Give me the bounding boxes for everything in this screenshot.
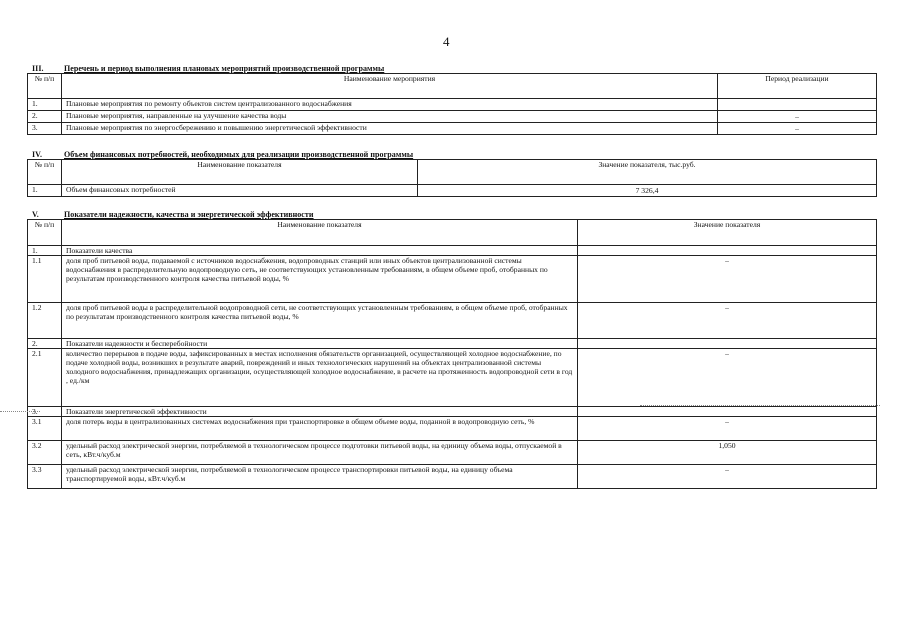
table-row [28,465,877,489]
col-header-period: Период реализации [718,74,877,99]
row-period: – [718,123,877,135]
row-num: 3.1 [28,417,62,441]
row-value: 1,050 [578,441,877,465]
table-row [28,441,877,465]
row-value [578,246,877,256]
section-5-table [27,219,877,489]
table-row [28,407,877,417]
row-num: 1. [28,99,62,111]
scan-artifact-line [640,405,880,406]
row-value: 7 326,4 [418,185,877,197]
section-4-heading [32,150,413,159]
table-header-row [28,74,877,99]
table-header-row [28,220,877,246]
row-name: Объем финансовых потребностей [62,185,418,197]
row-name: Показатели надежности и бесперебойности [62,339,578,349]
row-period: – [718,111,877,123]
row-value [578,339,877,349]
table-row [28,246,877,256]
table-row [28,185,877,197]
table-row [28,303,877,339]
section-3-title: Перечень и период выполнения плановых мероприятий производственной программы [64,64,385,73]
table-row [28,339,877,349]
row-name: доля потерь воды в централизованных системах водоснабжения при транспортировке в общем объеме воды, поданной в водопроводную сеть, % [62,417,578,441]
section-5-number: V. [32,210,39,219]
section-5-heading [32,210,314,219]
row-name: количество перерывов в подаче воды, зафиксированных в местах исполнения обязательств организацией, осуществляющей холодное водоснабжение, по подаче холодной воды, возникших в результате аварий, повреждений и иных технологических нарушений на объектах централизованной системы холодного водоснабжения, принадлежащих организации, осуществляющей холодное водоснабжение, в расчете на протяженность водопроводной сети в год , ед./км [62,349,578,407]
row-period [718,99,877,111]
col-header-num: № п/п [28,220,62,246]
row-num: 3.2 [28,441,62,465]
table-row [28,111,877,123]
row-num: 3.3 [28,465,62,489]
row-name: Показатели энергетической эффективности [62,407,578,417]
row-value [578,407,877,417]
table-row [28,99,877,111]
row-num: 1. [28,246,62,256]
table-header-row [28,160,877,185]
row-name: удельный расход электрической энергии, потребляемой в технологическом процессе подготовки питьевой воды, на единицу объема воды, отпускаемой в сеть, кВт.ч/куб.м [62,441,578,465]
table-row [28,349,877,407]
row-value: – [578,349,877,407]
row-value: – [578,465,877,489]
row-name: Плановые мероприятия по энергосбережению и повышению энергетической эффективности [62,123,718,135]
row-name: Плановые мероприятия по ремонту объектов систем централизованного водоснабжения [62,99,718,111]
page-number: 4 [443,34,450,49]
section-4-number: IV. [32,150,43,159]
row-num: 2. [28,339,62,349]
table-row [28,256,877,303]
section-4-table [27,159,877,197]
section-5-title: Показатели надежности, качества и энергетической эффективности [64,210,314,219]
row-value: – [578,417,877,441]
row-num: 1.2 [28,303,62,339]
section-3-heading [32,64,384,73]
row-value: – [578,303,877,339]
table-row [28,123,877,135]
row-name: доля проб питьевой воды, подаваемой с источников водоснабжения, водопроводных станций или иных объектов централизованной системы водоснабжения в распределительную водопроводную сеть, не соответствующих установленным требованиям, в общем объеме проб, отобранных по результатам производственного контроля качества питьевой воды, % [62,256,578,303]
section-3-table [27,73,877,135]
section-4-title: Объем финансовых потребностей, необходимых для реализации производственной программы [64,150,414,159]
row-num: 1. [28,185,62,197]
row-value: – [578,256,877,303]
col-header-name: Наименование мероприятия [62,74,718,99]
col-header-value: Значение показателя, тыс.руб. [418,160,877,185]
row-num: 3. [28,407,62,417]
col-header-num: № п/п [28,74,62,99]
col-header-value: Значение показателя [578,220,877,246]
row-num: 2.1 [28,349,62,407]
row-num: 2. [28,111,62,123]
section-3-number: III. [32,64,44,73]
table-row [28,417,877,441]
row-name: доля проб питьевой воды в распределительной водопроводной сети, не соответствующих установленным требованиям, в общем объеме проб, отобранных по результатам производственного контроля качества питьевой воды, % [62,303,578,339]
row-num: 1.1 [28,256,62,303]
row-name: удельный расход электрической энергии, потребляемой в технологическом процессе транспортировки питьевой воды, на единицу объема транспортируемой воды, кВт.ч/куб.м [62,465,578,489]
col-header-name: Наименование показателя [62,220,578,246]
col-header-name: Наименование показателя [62,160,418,185]
row-name: Плановые мероприятия, направленные на улучшение качества воды [62,111,718,123]
row-name: Показатели качества [62,246,578,256]
col-header-num: № п/п [28,160,62,185]
row-num: 3. [28,123,62,135]
scan-artifact-line [0,411,40,412]
